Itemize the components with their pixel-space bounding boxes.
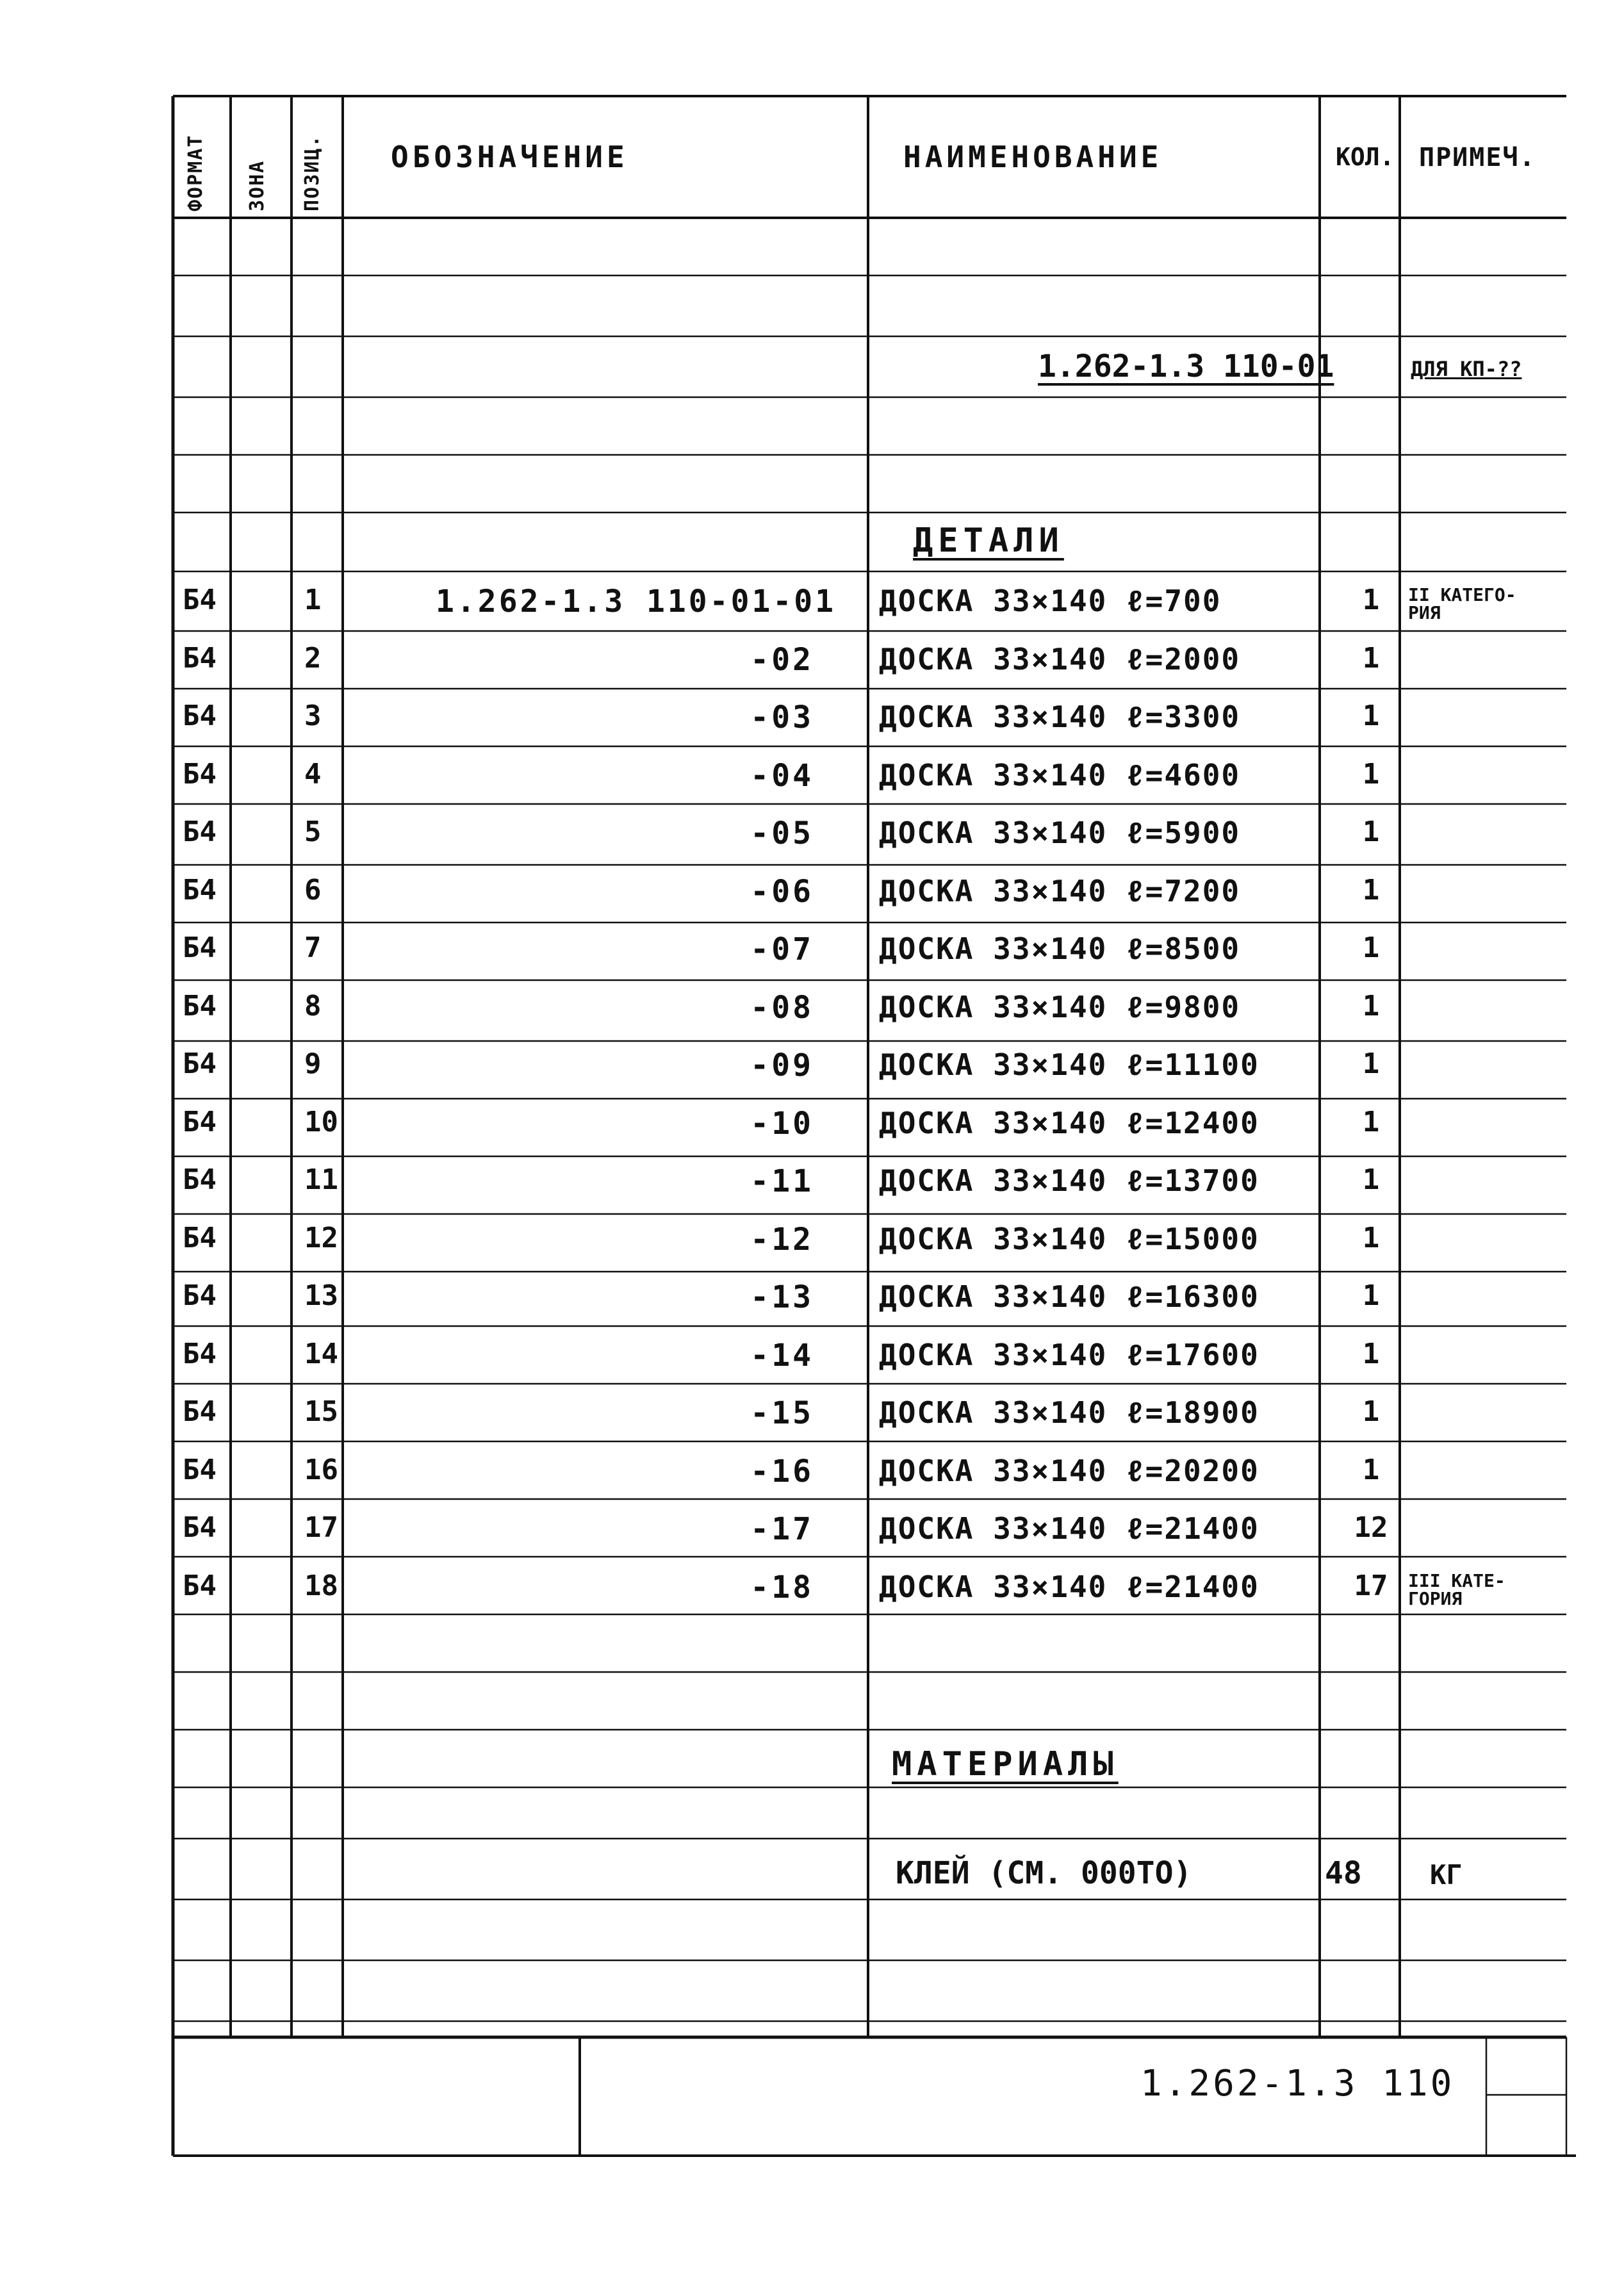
row-qty: 1 (1362, 990, 1380, 1022)
row-qty: 1 (1362, 1338, 1380, 1370)
row-designation: -13 (750, 1279, 814, 1315)
row-name: ДОСКА 33×140 ℓ=700 (879, 584, 1222, 618)
row-name: ДОСКА 33×140 ℓ=17600 (879, 1338, 1259, 1372)
row-name: ДОСКА 33×140 ℓ=4600 (879, 758, 1241, 792)
row-designation: -03 (750, 700, 814, 735)
row-format: Б4 (183, 700, 217, 732)
section-materials-title: МАТЕРИАЛЫ (892, 1745, 1119, 1784)
row-position: 17 (304, 1511, 338, 1544)
row-name: ДОСКА 33×140 ℓ=7200 (879, 874, 1241, 908)
row-designation: -04 (750, 758, 814, 794)
row-name: ДОСКА 33×140 ℓ=18900 (879, 1395, 1259, 1430)
row-name: ДОСКА 33×140 ℓ=21400 (879, 1511, 1259, 1546)
row-name: ДОСКА 33×140 ℓ=15000 (879, 1222, 1259, 1256)
row-position: 7 (304, 931, 322, 964)
row-format: Б4 (183, 1279, 217, 1312)
row-position: 14 (304, 1338, 338, 1370)
row-note: II КАТЕГО- РИЯ (1408, 584, 1516, 623)
row-name: ДОСКА 33×140 ℓ=8500 (879, 931, 1241, 966)
row-designation: -02 (750, 642, 814, 678)
row-designation: -06 (750, 874, 814, 910)
row-position: 5 (304, 816, 322, 848)
header-zone: ЗОНА (246, 160, 268, 211)
row-position: 3 (304, 700, 322, 732)
row-qty: 1 (1362, 1454, 1380, 1486)
row-designation: 1.262-1.3 110-01-01 (436, 584, 837, 619)
row-format: Б4 (183, 1570, 217, 1602)
row-qty: 1 (1362, 758, 1380, 791)
row-format: Б4 (183, 1395, 217, 1428)
row-position: 8 (304, 990, 322, 1022)
row-position: 10 (304, 1106, 338, 1138)
row-qty: 1 (1362, 1395, 1380, 1428)
row-format: Б4 (183, 1163, 217, 1196)
row-position: 4 (304, 758, 322, 791)
row-position: 9 (304, 1047, 322, 1080)
row-designation: -05 (750, 816, 814, 851)
row-designation: -16 (750, 1454, 814, 1489)
row-name: ДОСКА 33×140 ℓ=20200 (879, 1454, 1259, 1488)
row-designation: -08 (750, 990, 814, 1026)
row-format: Б4 (183, 874, 217, 906)
row-format: Б4 (183, 990, 217, 1022)
row-format: Б4 (183, 1338, 217, 1370)
row-format: Б4 (183, 1454, 217, 1486)
row-position: 15 (304, 1395, 338, 1428)
row-format: Б4 (183, 642, 217, 675)
row-designation: -18 (750, 1570, 814, 1605)
header-note: ПРИМЕЧ. (1419, 143, 1536, 172)
row-qty: 1 (1362, 816, 1380, 848)
header-designation: ОБОЗНАЧЕНИЕ (391, 140, 628, 174)
assembly-code: 1.262-1.3 110-01 (1038, 348, 1334, 384)
row-qty: 1 (1362, 874, 1380, 906)
row-name: ДОСКА 33×140 ℓ=5900 (879, 816, 1241, 850)
assembly-note: ДЛЯ КП-?? (1411, 357, 1522, 381)
row-designation: -10 (750, 1106, 814, 1142)
row-qty: 1 (1362, 1047, 1380, 1080)
row-position: 1 (304, 584, 322, 616)
header-format: ФОРМАТ (185, 134, 207, 211)
row-format: Б4 (183, 1511, 217, 1544)
row-qty: 12 (1354, 1511, 1388, 1544)
row-position: 6 (304, 874, 322, 906)
row-designation: -14 (750, 1338, 814, 1374)
row-position: 18 (304, 1570, 338, 1602)
row-designation: -09 (750, 1047, 814, 1083)
row-qty: 1 (1362, 1279, 1380, 1312)
row-qty: 1 (1362, 1106, 1380, 1138)
row-note: III КАТЕ- ГОРИЯ (1408, 1570, 1505, 1609)
header-qty: КОЛ. (1336, 143, 1395, 171)
row-position: 11 (304, 1163, 338, 1196)
row-position: 16 (304, 1454, 338, 1486)
row-position: 12 (304, 1222, 338, 1254)
row-name: ДОСКА 33×140 ℓ=13700 (879, 1163, 1259, 1198)
row-position: 2 (304, 642, 322, 675)
row-designation: -11 (750, 1163, 814, 1199)
title-block-code: 1.262-1.3 110 (1140, 2063, 1455, 2104)
material-qty: 48 (1325, 1855, 1362, 1891)
row-name: ДОСКА 33×140 ℓ=11100 (879, 1047, 1259, 1082)
row-name: ДОСКА 33×140 ℓ=12400 (879, 1106, 1259, 1140)
row-name: ДОСКА 33×140 ℓ=2000 (879, 642, 1241, 676)
row-format: Б4 (183, 758, 217, 791)
row-format: Б4 (183, 584, 217, 616)
material-name: КЛЕЙ (СМ. 000ТО) (896, 1855, 1192, 1891)
row-designation: -17 (750, 1511, 814, 1547)
header-position: ПОЗИЦ. (301, 134, 324, 211)
row-designation: -12 (750, 1222, 814, 1258)
row-qty: 1 (1362, 931, 1380, 964)
row-format: Б4 (183, 1222, 217, 1254)
row-name: ДОСКА 33×140 ℓ=21400 (879, 1570, 1259, 1604)
row-qty: 1 (1362, 700, 1380, 732)
row-designation: -15 (750, 1395, 814, 1431)
row-position: 13 (304, 1279, 338, 1312)
row-format: Б4 (183, 1106, 217, 1138)
row-designation: -07 (750, 931, 814, 967)
header-name: НАИМЕНОВАНИЕ (903, 140, 1163, 174)
row-name: ДОСКА 33×140 ℓ=16300 (879, 1279, 1259, 1314)
row-format: Б4 (183, 1047, 217, 1080)
row-qty: 1 (1362, 642, 1380, 675)
row-name: ДОСКА 33×140 ℓ=3300 (879, 700, 1241, 734)
row-qty: 1 (1362, 1163, 1380, 1196)
row-name: ДОСКА 33×140 ℓ=9800 (879, 990, 1241, 1024)
row-qty: 1 (1362, 584, 1380, 616)
row-format: Б4 (183, 816, 217, 848)
section-details-title: ДЕТАЛИ (913, 521, 1064, 560)
material-note: КГ (1430, 1859, 1463, 1890)
row-format: Б4 (183, 931, 217, 964)
row-qty: 1 (1362, 1222, 1380, 1254)
row-qty: 17 (1354, 1570, 1388, 1602)
